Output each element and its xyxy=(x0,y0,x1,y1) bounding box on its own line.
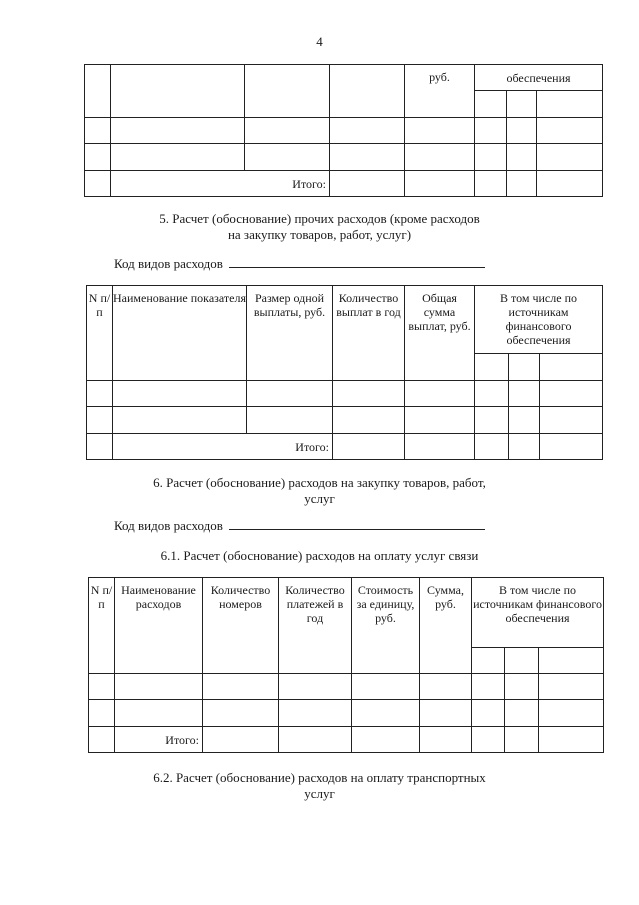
col-numbers: Количество номеров xyxy=(203,578,279,674)
col-sources: В том числе по источникам финансового обеспечения xyxy=(475,286,603,354)
col-count: Количество выплат в год xyxy=(333,286,405,381)
col-sum: Сумма, руб. xyxy=(420,578,472,674)
code-input-line[interactable] xyxy=(229,519,485,530)
total-label: Итого: xyxy=(113,434,333,460)
table-row xyxy=(87,381,603,407)
col-n: N п/п xyxy=(87,286,113,381)
table-row xyxy=(87,407,603,434)
table-section4-tail xyxy=(84,64,603,197)
table-section5 xyxy=(86,285,603,460)
col-cost: Стоимость за единицу, руб. xyxy=(352,578,420,674)
code-input-line[interactable] xyxy=(229,257,485,268)
section5-heading: 5. Расчет (обоснование) прочих расходов (кроме расходов на закупку товаров, работ, услуг) xyxy=(159,211,480,242)
table-row xyxy=(85,144,603,171)
table-row xyxy=(89,674,604,700)
col-sources: В том числе по источникам финансового обеспечения xyxy=(472,578,604,648)
col-name: Наименование расходов xyxy=(115,578,203,674)
total-row xyxy=(85,171,603,197)
col-total: Общая сумма выплат, руб. xyxy=(405,286,475,381)
total-label: Итого: xyxy=(111,171,330,197)
page-number: 4 xyxy=(316,34,323,49)
code-label: Код видов расходов xyxy=(114,256,223,271)
col-n: N п/п xyxy=(89,578,115,674)
section6-code-line xyxy=(114,518,485,534)
table-section61 xyxy=(88,577,604,753)
table-row xyxy=(89,700,604,727)
section61-heading: 6.1. Расчет (обоснование) расходов на оплату услуг связи xyxy=(160,548,479,563)
col-size: Размер одной выплаты, руб. xyxy=(247,286,333,381)
section6-heading: 6. Расчет (обоснование) расходов на закупку товаров, работ, услуг xyxy=(153,475,486,506)
col-name: Наименование показателя xyxy=(113,286,247,381)
total-row xyxy=(87,434,603,460)
code-label: Код видов расходов xyxy=(114,518,223,533)
table-row xyxy=(85,118,603,144)
section62-heading: 6.2. Расчет (обоснование) расходов на оплату транспортных услуг xyxy=(153,770,486,801)
finance-header: обеспечения xyxy=(475,65,603,91)
rub-header: руб. xyxy=(405,65,475,118)
col-payments: Количество платежей в год xyxy=(279,578,352,674)
total-label: Итого: xyxy=(115,727,203,753)
section5-code-line xyxy=(114,256,485,272)
total-row xyxy=(89,727,604,753)
